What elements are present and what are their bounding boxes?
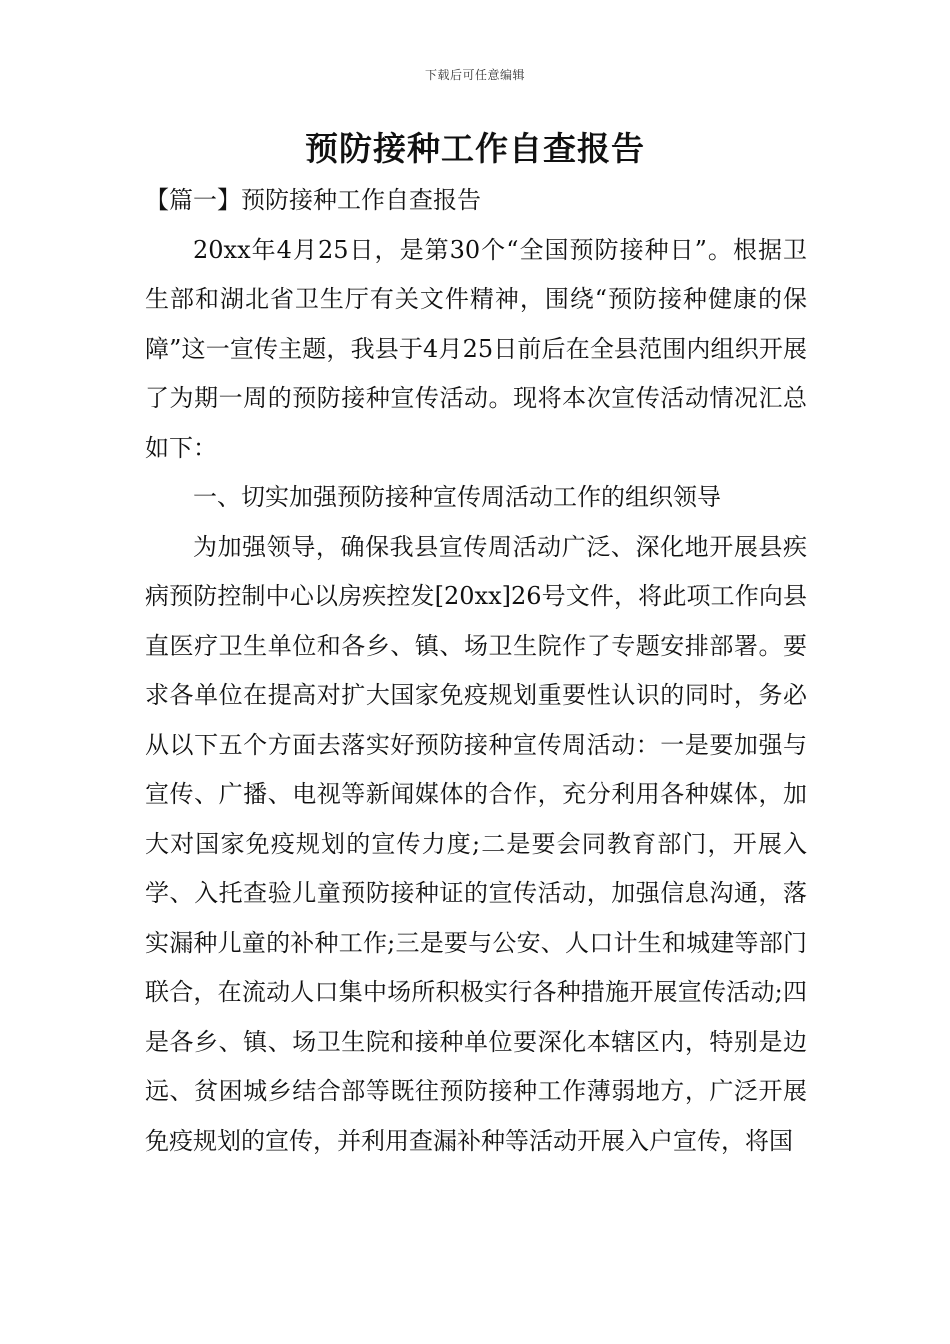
- paragraph-body: 为加强领导，确保我县宣传周活动广泛、深化地开展县疾病预防控制中心以房疾控发[20xx]26号文件，将此项工作向县直医疗卫生单位和各乡、镇、场卫生院作了专题安排部署。要求各单位在提高对扩大国家免疫规划重要性认识的同时，务必从以下五个方面去落实好预防接种宣传周活动：一是要加强与宣传、广播、电视等新闻媒体的合作，充分利用各种媒体，加大对国家免疫规划的宣传力度;二是要会同教育部门，开展入学、入托查验儿童预防接种证的宣传活动，加强信息沟通，落实漏种儿童的补种工作;三是要与公安、人口计生和城建等部门联合，在流动人口集中场所积极实行各种措施开展宣传活动;四是各乡、镇、场卫生院和接种单位要深化本辖区内，特别是边远、贫困城乡结合部等既往预防接种工作薄弱地方，广泛开展免疫规划的宣传，并利用查漏补种等活动开展入户宣传，将国: [145, 532, 807, 1155]
- section-heading-1: 一、切实加强预防接种宣传周活动工作的组织领导: [193, 483, 721, 511]
- section-label: 【篇一】预防接种工作自查报告: [145, 186, 481, 214]
- paragraph-intro: 20xx年4月25日，是第30个“全国预防接种日”。根据卫生部和湖北省卫生厅有关文件精神，围绕“预防接种健康的保障”这一宣传主题，我县于4月25日前后在全县范围内组织开展了为期一周的预防接种宣传活动。现将本次宣传活动情况汇总如下：: [145, 235, 807, 462]
- document-body: [145, 176, 807, 1166]
- document-title: 预防接种工作自查报告: [305, 129, 645, 168]
- header-note: 下载后可任意编辑: [424, 68, 525, 82]
